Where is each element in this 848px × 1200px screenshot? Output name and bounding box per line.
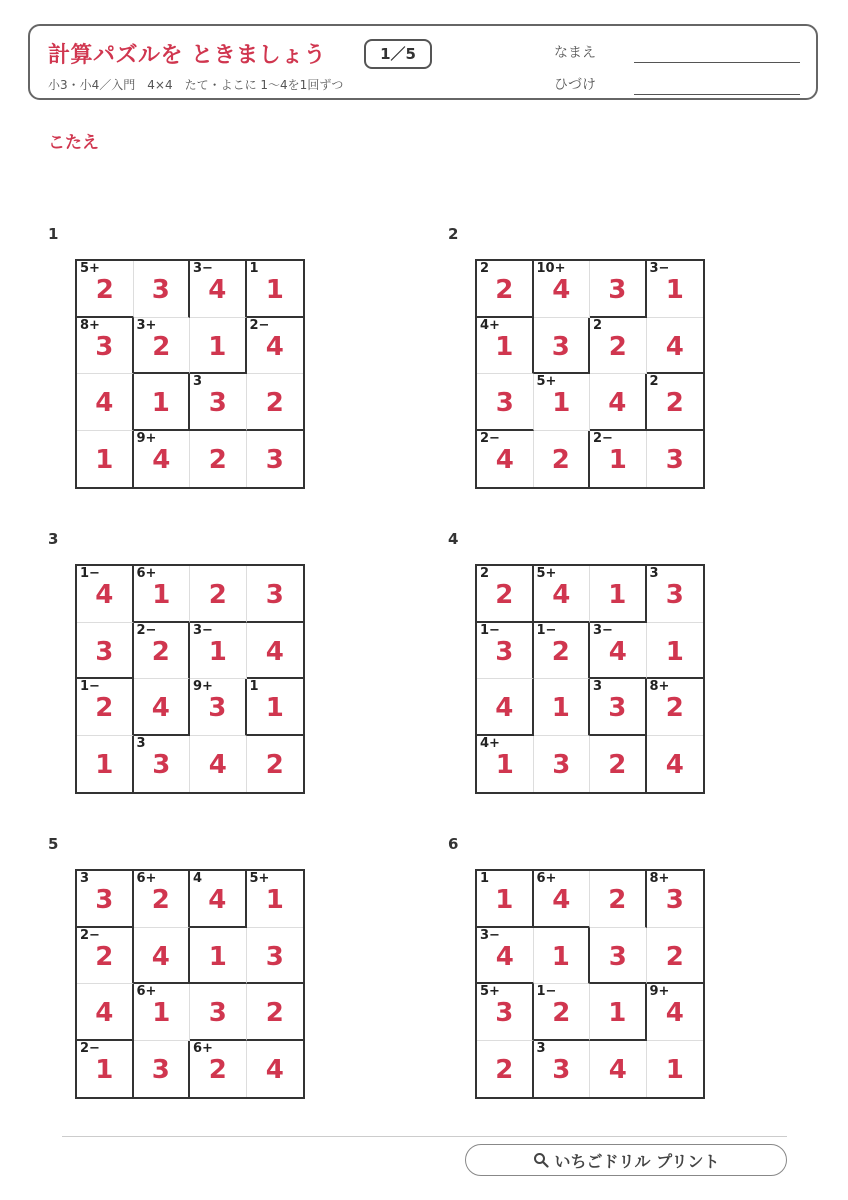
brand-name: いちごドリル プリント bbox=[554, 1151, 720, 1171]
cage-clue: 2− bbox=[480, 430, 500, 446]
answer-digit: 2 bbox=[208, 444, 227, 475]
grid-cell bbox=[534, 1041, 591, 1098]
grid-cell bbox=[247, 871, 304, 928]
puzzle-grid-3 bbox=[75, 564, 305, 794]
answer-digit: 3 bbox=[265, 444, 284, 475]
cage-clue: 4 bbox=[193, 871, 203, 886]
answer-digit: 3 bbox=[665, 885, 684, 915]
answer-digit: 4 bbox=[265, 1054, 284, 1085]
grid-cell bbox=[190, 431, 247, 488]
grid-cell bbox=[77, 261, 134, 318]
answer-digit: 4 bbox=[152, 444, 171, 475]
answer-digit: 2 bbox=[265, 388, 284, 418]
answer-digit: 2 bbox=[495, 275, 514, 305]
grid-cell bbox=[477, 318, 534, 375]
grid-cell bbox=[190, 1041, 247, 1098]
answer-digit: 4 bbox=[495, 444, 514, 475]
answer-digit: 2 bbox=[208, 580, 227, 610]
puzzle-number: 4 bbox=[448, 530, 459, 548]
answer-digit: 1 bbox=[152, 580, 171, 610]
puzzle-grid-4 bbox=[475, 564, 705, 794]
cage-clue: 3 bbox=[193, 374, 203, 389]
answer-digit: 4 bbox=[151, 693, 170, 723]
grid-cell bbox=[647, 318, 704, 375]
cage-clue: 6+ bbox=[136, 871, 157, 886]
cage-clue: 1− bbox=[480, 622, 500, 638]
answer-digit: 3 bbox=[151, 275, 170, 305]
answer-digit: 2 bbox=[265, 749, 284, 780]
grid-cell bbox=[477, 374, 534, 431]
answer-digit: 3 bbox=[265, 941, 284, 972]
name-label: なまえ bbox=[554, 45, 596, 61]
answer-digit: 4 bbox=[208, 749, 227, 780]
answer-digit: 2 bbox=[95, 941, 114, 972]
cage-clue: 1 bbox=[249, 261, 259, 276]
cage-clue: 1− bbox=[536, 984, 557, 999]
cage-clue: 8+ bbox=[649, 679, 670, 694]
answer-digit: 2 bbox=[608, 749, 627, 780]
cage-clue: 9+ bbox=[193, 679, 213, 694]
grid-cell bbox=[534, 871, 591, 928]
answer-digit: 4 bbox=[552, 885, 571, 915]
cage-clue: 3− bbox=[193, 622, 213, 638]
grid-cell bbox=[647, 928, 704, 985]
answer-digit: 1 bbox=[665, 275, 684, 305]
cage-clue: 5+ bbox=[480, 984, 500, 999]
answer-digit: 3 bbox=[208, 998, 227, 1028]
cage-clue: 6+ bbox=[536, 871, 557, 886]
cage-clue: 5+ bbox=[80, 261, 100, 276]
grid-cell bbox=[647, 736, 704, 793]
grid-cell bbox=[190, 261, 247, 318]
date-line bbox=[634, 94, 800, 95]
answer-digit: 2 bbox=[151, 636, 170, 667]
cage-clue: 3 bbox=[593, 679, 603, 694]
cage-clue: 1− bbox=[80, 679, 100, 694]
cage-clue: 3 bbox=[80, 871, 90, 886]
grid-cell bbox=[534, 261, 591, 318]
answer-digit: 3 bbox=[665, 580, 684, 610]
answer-digit: 3 bbox=[552, 1054, 571, 1085]
answer-digit: 1 bbox=[495, 885, 514, 915]
grid-cell bbox=[534, 984, 591, 1041]
grid-cell bbox=[647, 566, 704, 623]
grid-cell bbox=[247, 431, 304, 488]
grid-cell bbox=[134, 431, 191, 488]
cage-clue: 5+ bbox=[536, 374, 557, 389]
grid-cell bbox=[77, 431, 134, 488]
grid-cell bbox=[247, 374, 304, 431]
answer-digit: 4 bbox=[265, 331, 284, 362]
puzzle-number: 6 bbox=[448, 835, 459, 853]
answer-digit: 3 bbox=[495, 388, 514, 418]
date-label: ひづけ bbox=[554, 77, 596, 93]
cage-clue: 1 bbox=[480, 871, 490, 886]
grid-cell bbox=[477, 871, 534, 928]
answer-digit: 4 bbox=[608, 1054, 627, 1085]
cage-clue: 4+ bbox=[480, 317, 500, 333]
cage-clue: 2 bbox=[649, 374, 659, 389]
answer-digit: 2 bbox=[608, 885, 627, 915]
grid-cell bbox=[534, 679, 591, 736]
cage-clue: 3 bbox=[649, 566, 659, 581]
grid-cell bbox=[190, 318, 247, 375]
answer-digit: 4 bbox=[495, 693, 514, 723]
cage-clue: 2− bbox=[249, 317, 270, 333]
answer-digit: 1 bbox=[495, 331, 514, 362]
grid-cell bbox=[590, 431, 647, 488]
answer-digit: 1 bbox=[208, 331, 227, 362]
cage-clue: 3− bbox=[480, 927, 500, 943]
grid-cell bbox=[134, 871, 191, 928]
grid-cell bbox=[590, 374, 647, 431]
grid-cell bbox=[77, 679, 134, 736]
cage-clue: 2 bbox=[480, 261, 490, 276]
worksheet-title: 計算パズルを ときましょう bbox=[48, 43, 327, 68]
grid-cell bbox=[647, 374, 704, 431]
puzzle-number: 2 bbox=[448, 225, 459, 243]
grid-cell bbox=[247, 679, 304, 736]
grid-cell bbox=[190, 679, 247, 736]
answer-digit: 1 bbox=[495, 749, 514, 780]
answer-digit: 2 bbox=[208, 1054, 227, 1085]
grid-cell bbox=[77, 1041, 134, 1098]
cage-clue: 1 bbox=[249, 679, 259, 694]
answer-digit: 1 bbox=[152, 998, 171, 1028]
grid-cell bbox=[534, 431, 591, 488]
answer-digit: 1 bbox=[95, 444, 114, 475]
cage-clue: 2 bbox=[480, 566, 490, 581]
answer-digit: 3 bbox=[95, 636, 114, 667]
answer-digit: 2 bbox=[665, 941, 684, 972]
answer-digit: 4 bbox=[608, 636, 627, 667]
answer-digit: 3 bbox=[608, 275, 627, 305]
cage-clue: 6+ bbox=[136, 566, 157, 581]
cage-clue: 2− bbox=[593, 430, 613, 446]
answer-digit: 2 bbox=[265, 998, 284, 1028]
grid-cell bbox=[534, 318, 591, 375]
cage-clue: 5+ bbox=[536, 566, 557, 581]
grid-cell bbox=[134, 679, 191, 736]
answer-digit: 3 bbox=[608, 941, 627, 972]
answer-digit: 1 bbox=[665, 636, 684, 667]
grid-cell bbox=[134, 374, 191, 431]
answer-digit: 3 bbox=[608, 693, 627, 723]
grid-cell bbox=[77, 566, 134, 623]
grid-cell bbox=[534, 374, 591, 431]
grid-cell bbox=[647, 1041, 704, 1098]
answer-digit: 4 bbox=[208, 885, 227, 915]
answer-digit: 4 bbox=[151, 941, 170, 972]
answer-digit: 1 bbox=[151, 388, 170, 418]
puzzle-number: 5 bbox=[48, 835, 59, 853]
grid-cell bbox=[590, 318, 647, 375]
grid-cell bbox=[247, 261, 304, 318]
cage-clue: 1− bbox=[536, 622, 557, 638]
cage-clue: 1− bbox=[80, 566, 100, 581]
grid-cell bbox=[477, 1041, 534, 1098]
grid-cell bbox=[247, 1041, 304, 1098]
header-box bbox=[28, 24, 818, 100]
grid-cell bbox=[477, 679, 534, 736]
cage-clue: 4+ bbox=[480, 735, 500, 751]
grid-cell bbox=[534, 928, 591, 985]
cage-clue: 6+ bbox=[136, 984, 157, 999]
grid-cell bbox=[477, 928, 534, 985]
grid-cell bbox=[247, 566, 304, 623]
answer-digit: 2 bbox=[608, 331, 627, 362]
answer-digit: 3 bbox=[495, 636, 514, 667]
answer-digit: 4 bbox=[95, 388, 114, 418]
grid-cell bbox=[77, 374, 134, 431]
name-line bbox=[634, 62, 800, 63]
grid-cell bbox=[247, 928, 304, 985]
answer-digit: 3 bbox=[552, 749, 571, 780]
grid-cell bbox=[647, 623, 704, 680]
brand-badge bbox=[465, 1144, 787, 1176]
cage-clue: 3− bbox=[649, 261, 670, 276]
cage-clue: 8+ bbox=[649, 871, 670, 886]
grid-cell bbox=[77, 318, 134, 375]
grid-cell bbox=[247, 623, 304, 680]
grid-cell bbox=[590, 261, 647, 318]
grid-cell bbox=[77, 736, 134, 793]
answers-label: こたえ bbox=[48, 133, 99, 153]
grid-cell bbox=[477, 984, 534, 1041]
answer-digit: 2 bbox=[95, 275, 114, 305]
answer-digit: 2 bbox=[95, 693, 114, 723]
grid-cell bbox=[647, 871, 704, 928]
grid-cell bbox=[190, 374, 247, 431]
grid-cell bbox=[647, 984, 704, 1041]
cage-clue: 3 bbox=[136, 735, 146, 751]
answer-digit: 2 bbox=[551, 444, 570, 475]
answer-digit: 1 bbox=[208, 636, 227, 667]
cage-clue: 9+ bbox=[136, 430, 157, 446]
answer-digit: 1 bbox=[95, 1054, 114, 1085]
answer-digit: 3 bbox=[151, 1054, 170, 1085]
answer-digit: 1 bbox=[265, 885, 284, 915]
puzzle-number: 3 bbox=[48, 530, 59, 548]
grid-cell bbox=[590, 871, 647, 928]
grid-cell bbox=[190, 566, 247, 623]
grid-cell bbox=[590, 984, 647, 1041]
cage-clue: 2 bbox=[593, 317, 603, 333]
grid-cell bbox=[647, 261, 704, 318]
grid-cell bbox=[477, 431, 534, 488]
grid-cell bbox=[477, 623, 534, 680]
grid-cell bbox=[477, 566, 534, 623]
magnifier-icon bbox=[533, 1152, 549, 1168]
answer-digit: 2 bbox=[551, 636, 570, 667]
puzzle-grid-1 bbox=[75, 259, 305, 489]
answer-digit: 1 bbox=[608, 444, 627, 475]
answer-digit: 3 bbox=[152, 749, 171, 780]
answer-digit: 4 bbox=[552, 275, 571, 305]
grid-cell bbox=[534, 736, 591, 793]
grid-cell bbox=[134, 318, 191, 375]
puzzle-number: 1 bbox=[48, 225, 59, 243]
puzzle-grid-2 bbox=[475, 259, 705, 489]
grid-cell bbox=[590, 1041, 647, 1098]
answer-digit: 4 bbox=[495, 941, 514, 972]
cage-clue: 3+ bbox=[136, 317, 157, 333]
answer-digit: 2 bbox=[495, 1054, 514, 1085]
grid-cell bbox=[134, 928, 191, 985]
answer-digit: 4 bbox=[665, 749, 684, 780]
answer-digit: 2 bbox=[665, 693, 684, 723]
cage-clue: 3− bbox=[193, 261, 213, 276]
footer-divider bbox=[62, 1136, 787, 1137]
puzzle-grid-5 bbox=[75, 869, 305, 1099]
cage-clue: 9+ bbox=[649, 984, 670, 999]
grid-cell bbox=[590, 736, 647, 793]
answer-digit: 2 bbox=[665, 388, 684, 418]
grid-cell bbox=[590, 928, 647, 985]
grid-cell bbox=[534, 623, 591, 680]
grid-cell bbox=[134, 566, 191, 623]
grid-cell bbox=[190, 623, 247, 680]
cage-clue: 3 bbox=[536, 1040, 546, 1056]
answer-digit: 4 bbox=[665, 998, 684, 1028]
answer-digit: 1 bbox=[95, 749, 114, 780]
grid-cell bbox=[590, 566, 647, 623]
cage-clue: 5+ bbox=[249, 871, 270, 886]
answer-digit: 4 bbox=[95, 998, 114, 1028]
answer-digit: 3 bbox=[551, 331, 570, 362]
cage-clue: 6+ bbox=[193, 1040, 213, 1056]
grid-cell bbox=[534, 566, 591, 623]
answer-digit: 2 bbox=[151, 885, 170, 915]
grid-cell bbox=[134, 623, 191, 680]
grid-cell bbox=[134, 261, 191, 318]
answer-digit: 1 bbox=[208, 941, 227, 972]
grid-cell bbox=[477, 261, 534, 318]
grid-cell bbox=[134, 736, 191, 793]
worksheet-subtitle: 小3・小4／入門 4×4 たて・よこに 1〜4を1回ずつ bbox=[48, 78, 344, 92]
grid-cell bbox=[647, 431, 704, 488]
cage-clue: 2− bbox=[136, 622, 157, 638]
grid-cell bbox=[247, 984, 304, 1041]
page-badge: 1／5 bbox=[364, 39, 432, 69]
answer-digit: 4 bbox=[95, 580, 114, 610]
answer-digit: 3 bbox=[95, 331, 114, 362]
grid-cell bbox=[134, 1041, 191, 1098]
grid-cell bbox=[190, 984, 247, 1041]
grid-cell bbox=[77, 928, 134, 985]
grid-cell bbox=[590, 623, 647, 680]
grid-cell bbox=[477, 736, 534, 793]
grid-cell bbox=[647, 679, 704, 736]
answer-digit: 4 bbox=[265, 636, 284, 667]
grid-cell bbox=[134, 984, 191, 1041]
answer-digit: 2 bbox=[552, 998, 571, 1028]
cage-clue: 10+ bbox=[536, 261, 566, 276]
answer-digit: 3 bbox=[265, 580, 284, 610]
answer-digit: 1 bbox=[665, 1054, 684, 1085]
cage-clue: 8+ bbox=[80, 317, 100, 333]
answer-digit: 3 bbox=[208, 693, 227, 723]
answer-digit: 2 bbox=[152, 331, 171, 362]
answer-digit: 1 bbox=[608, 998, 627, 1028]
answer-digit: 1 bbox=[551, 941, 570, 972]
answer-digit: 3 bbox=[495, 998, 514, 1028]
answer-digit: 1 bbox=[608, 580, 627, 610]
grid-cell bbox=[190, 871, 247, 928]
answer-digit: 3 bbox=[665, 444, 684, 475]
grid-cell bbox=[590, 679, 647, 736]
answer-digit: 3 bbox=[208, 388, 227, 418]
cage-clue: 2− bbox=[80, 927, 100, 943]
puzzle-grid-6 bbox=[475, 869, 705, 1099]
grid-cell bbox=[247, 318, 304, 375]
grid-cell bbox=[190, 736, 247, 793]
answer-digit: 2 bbox=[495, 580, 514, 610]
answer-digit: 4 bbox=[608, 388, 627, 418]
answer-digit: 3 bbox=[95, 885, 114, 915]
cage-clue: 2− bbox=[80, 1040, 100, 1056]
answer-digit: 1 bbox=[551, 693, 570, 723]
grid-cell bbox=[77, 984, 134, 1041]
answer-digit: 1 bbox=[265, 275, 284, 305]
grid-cell bbox=[190, 928, 247, 985]
grid-cell bbox=[77, 623, 134, 680]
grid-cell bbox=[247, 736, 304, 793]
answer-digit: 1 bbox=[552, 388, 571, 418]
answer-digit: 4 bbox=[552, 580, 571, 610]
answer-digit: 4 bbox=[208, 275, 227, 305]
answer-digit: 4 bbox=[665, 331, 684, 362]
answer-digit: 1 bbox=[265, 693, 284, 723]
grid-cell bbox=[77, 871, 134, 928]
cage-clue: 3− bbox=[593, 622, 613, 638]
